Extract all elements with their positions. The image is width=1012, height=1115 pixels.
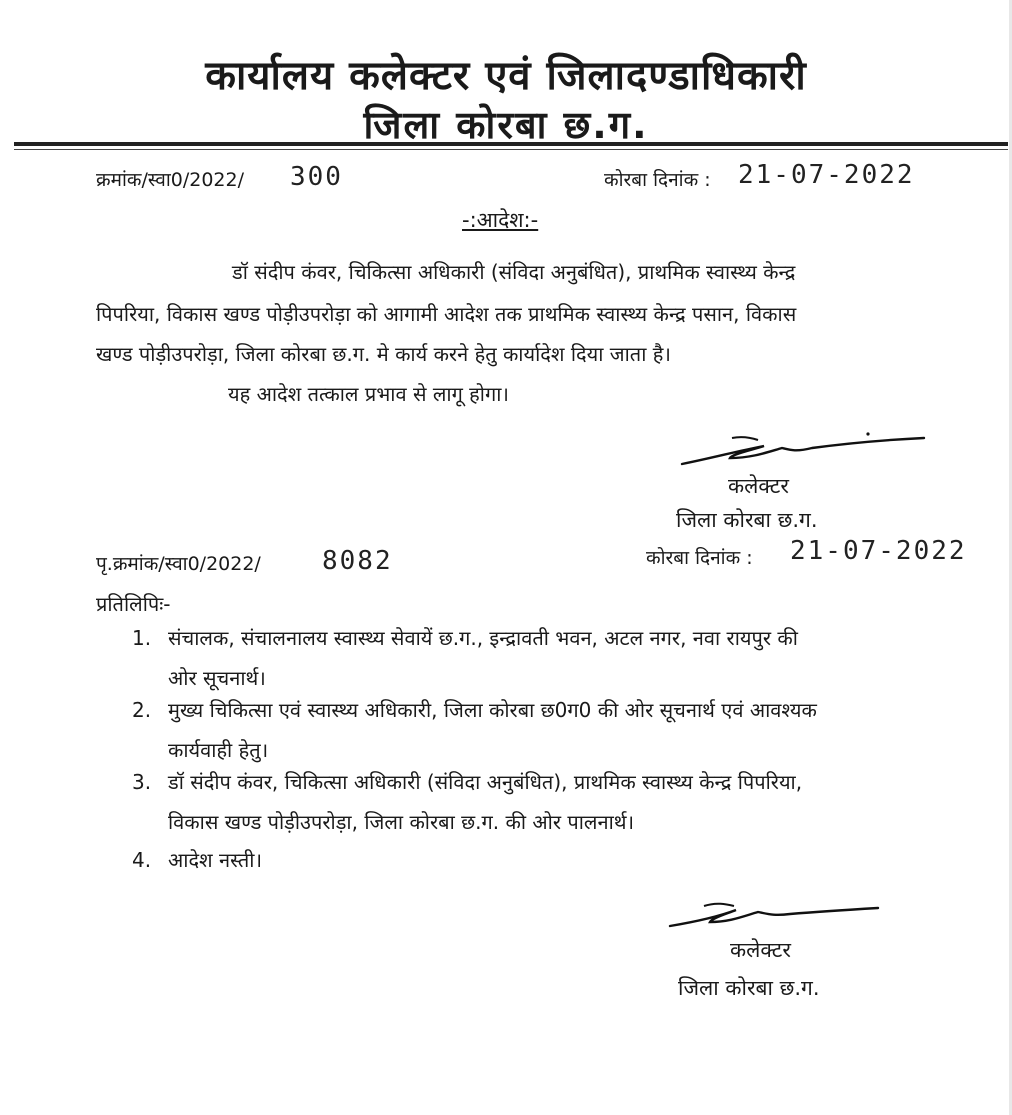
order-effect-line: यह आदेश तत्काल प्रभाव से लागू होगा। — [228, 382, 510, 406]
signature-2-district: जिला कोरबा छ.ग. — [678, 976, 820, 1000]
order-date-label: कोरबा दिनांक : — [604, 169, 711, 191]
signature-1-designation: कलेक्टर — [728, 474, 789, 498]
copy-to-label: प्रतिलिपिः- — [96, 592, 171, 616]
copy-number-label: पृ.क्रमांक/स्वा0/2022/ — [96, 553, 261, 575]
copy-list-line: विकास खण्ड पोड़ीउपरोड़ा, जिला कोरबा छ.ग. की ओर पालनार्थ। — [168, 810, 635, 834]
order-body-line-1: डॉ संदीप कंवर, चिकित्सा अधिकारी (संविदा अनुबंधित), प्राथमिक स्वास्थ्य केन्द्र — [232, 260, 796, 284]
signature-1-district: जिला कोरबा छ.ग. — [676, 508, 818, 532]
office-title: कार्यालय कलेक्टर एवं जिलादण्डाधिकारी — [205, 53, 807, 99]
copy-date-handwritten: 21-07-2022 — [790, 536, 967, 566]
signature-2-designation: कलेक्टर — [730, 938, 791, 962]
copy-list-line: ओर सूचनार्थ। — [168, 666, 266, 690]
header-rule — [14, 142, 1008, 146]
copy-date-label: कोरबा दिनांक : — [646, 547, 753, 569]
copy-list-line: संचालक, संचालनालय स्वास्थ्य सेवायें छ.ग., इन्द्रावती भवन, अटल नगर, नवा रायपुर की — [168, 626, 798, 650]
order-number-handwritten: 300 — [290, 162, 343, 192]
order-body-line-2: पिपरिया, विकास खण्ड पोड़ीउपरोड़ा को आगामी आदेश तक प्राथमिक स्वास्थ्य केन्द्र पसान, विकास — [96, 302, 797, 326]
district-title: जिला कोरबा छ.ग. — [363, 103, 649, 147]
copy-number-handwritten: 8082 — [322, 546, 393, 576]
copy-list-line: डॉ संदीप कंवर, चिकित्सा अधिकारी (संविदा अनुबंधित), प्राथमिक स्वास्थ्य केन्द्र पिपरिया, — [168, 770, 803, 794]
header-rule-thin — [14, 149, 1008, 150]
signature-scribble-1 — [672, 428, 932, 476]
copy-list-line: मुख्य चिकित्सा एवं स्वास्थ्य अधिकारी, जिला कोरबा छ0ग0 की ओर सूचनार्थ एवं आवश्यक — [168, 698, 817, 722]
copy-list-number: 3. — [132, 770, 152, 794]
order-date-handwritten: 21-07-2022 — [738, 160, 915, 190]
order-heading: -:आदेश:- — [462, 208, 539, 232]
order-body-line-3: खण्ड पोड़ीउपरोड़ा, जिला कोरबा छ.ग. मे कार्य करने हेतु कार्यादेश दिया जाता है। — [96, 342, 671, 366]
order-number-label: क्रमांक/स्वा0/2022/ — [96, 169, 244, 191]
copy-list-line: आदेश नस्ती। — [168, 848, 263, 872]
copy-list-number: 4. — [132, 848, 152, 872]
signature-scribble-2 — [664, 896, 884, 936]
copy-list-number: 1. — [132, 626, 152, 650]
copy-list-number: 2. — [132, 698, 152, 722]
copy-list-line: कार्यवाही हेतु। — [168, 738, 269, 762]
